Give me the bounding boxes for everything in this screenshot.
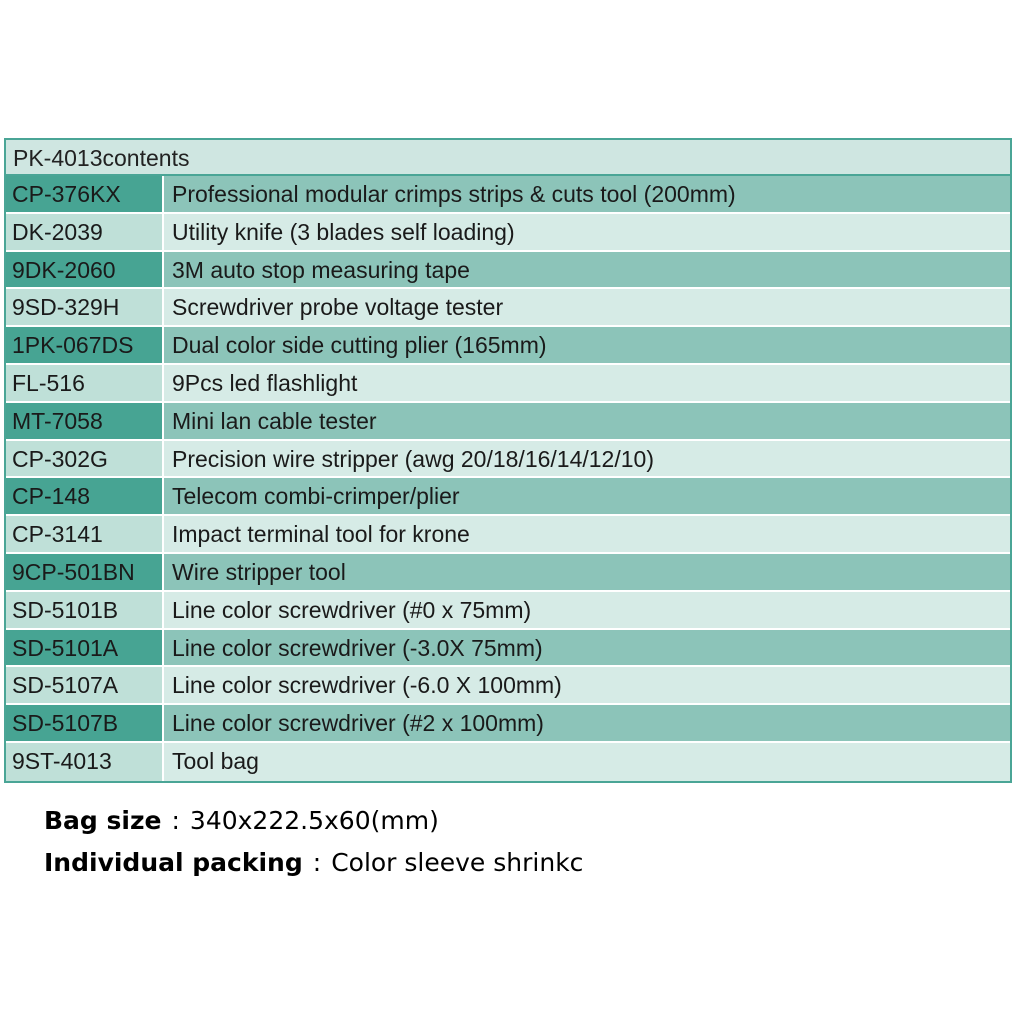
item-description: Line color screwdriver (-3.0X 75mm) (164, 630, 1010, 666)
bag-size-separator: : (171, 806, 180, 835)
item-code: SD-5101A (6, 630, 164, 666)
table-row (6, 252, 1010, 290)
packing-line (44, 842, 583, 884)
item-description: 9Pcs led flashlight (164, 365, 1010, 401)
table-row (6, 365, 1010, 403)
table-row (6, 743, 1010, 781)
item-code: FL-516 (6, 365, 164, 401)
notes (44, 800, 583, 884)
table-body (6, 176, 1010, 781)
item-code: CP-3141 (6, 516, 164, 552)
item-code: 9ST-4013 (6, 743, 164, 781)
bag-size-line (44, 800, 583, 842)
table-row (6, 176, 1010, 214)
item-code: SD-5101B (6, 592, 164, 628)
item-description: Screwdriver probe voltage tester (164, 289, 1010, 325)
item-description: Line color screwdriver (-6.0 X 100mm) (164, 667, 1010, 703)
item-description: Tool bag (164, 743, 1010, 781)
contents-table (4, 138, 1012, 783)
item-description: Line color screwdriver (#2 x 100mm) (164, 705, 1010, 741)
item-description: Utility knife (3 blades self loading) (164, 214, 1010, 250)
item-code: 9SD-329H (6, 289, 164, 325)
item-code: SD-5107B (6, 705, 164, 741)
table-row (6, 705, 1010, 743)
table-row (6, 667, 1010, 705)
item-code: CP-376KX (6, 176, 164, 212)
item-code: 9CP-501BN (6, 554, 164, 590)
item-description: 3M auto stop measuring tape (164, 252, 1010, 288)
table-row (6, 289, 1010, 327)
table-row (6, 630, 1010, 668)
item-code: CP-148 (6, 478, 164, 514)
bag-size-label: Bag size (44, 806, 162, 835)
item-code: DK-2039 (6, 214, 164, 250)
table-row (6, 441, 1010, 479)
item-code: MT-7058 (6, 403, 164, 439)
item-code: 9DK-2060 (6, 252, 164, 288)
item-description: Wire stripper tool (164, 554, 1010, 590)
item-code: CP-302G (6, 441, 164, 477)
packing-separator: : (312, 848, 322, 877)
item-description: Precision wire stripper (awg 20/18/16/14/12/10) (164, 441, 1010, 477)
table-row (6, 592, 1010, 630)
table-row (6, 403, 1010, 441)
table-row (6, 327, 1010, 365)
item-description: Dual color side cutting plier (165mm) (164, 327, 1010, 363)
item-code: SD-5107A (6, 667, 164, 703)
packing-label: Individual packing (44, 848, 303, 877)
item-description: Mini lan cable tester (164, 403, 1010, 439)
item-description: Impact terminal tool for krone (164, 516, 1010, 552)
table-row (6, 214, 1010, 252)
packing-value: Color sleeve shrinkc (331, 848, 584, 877)
item-description: Line color screwdriver (#0 x 75mm) (164, 592, 1010, 628)
bag-size-value: 340x222.5x60(mm) (189, 806, 439, 835)
table-row (6, 516, 1010, 554)
item-description: Telecom combi-crimper/plier (164, 478, 1010, 514)
table-row (6, 478, 1010, 516)
item-description: Professional modular crimps strips & cuts tool (200mm) (164, 176, 1010, 212)
item-code: 1PK-067DS (6, 327, 164, 363)
table-row (6, 554, 1010, 592)
table-title: PK-4013contents (6, 140, 1010, 176)
